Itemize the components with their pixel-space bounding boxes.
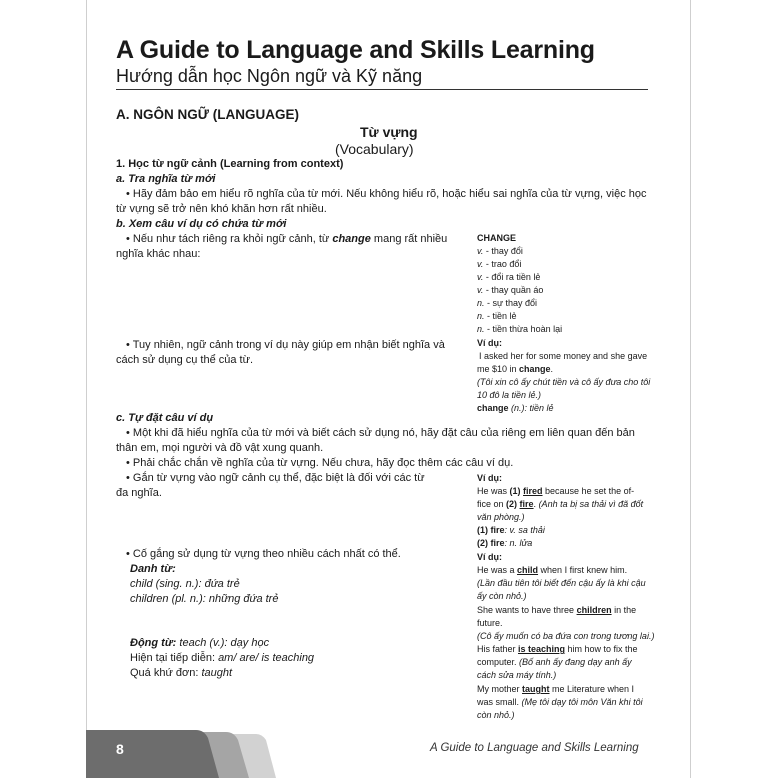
verb-past: Quá khứ đơn: taught bbox=[130, 667, 233, 679]
change-meaning: v. - trao đổi bbox=[477, 259, 522, 269]
vocab-title: Từ vựng bbox=[360, 124, 418, 140]
page-number: 8 bbox=[116, 741, 124, 757]
vocab-subtitle: (Vocabulary) bbox=[335, 141, 414, 157]
child-translation-1b: ấy còn nhỏ.) bbox=[477, 591, 527, 601]
child-example-line2: She wants to have three children in the bbox=[477, 605, 637, 615]
paragraph-c-line4: • Gắn từ vựng vào ngữ cảnh cụ thể, đặc biệt là đối với các từ bbox=[126, 472, 425, 484]
noun-example-1: child (sing. n.): đứa trẻ bbox=[130, 578, 240, 590]
child-example-line2-cont: future. bbox=[477, 618, 503, 628]
paragraph-c-line3: • Phải chắc chắn về nghĩa của từ vựng. Nếu chưa, hãy đọc thêm các câu ví dụ. bbox=[126, 457, 514, 469]
fire-definition-1: (1) fire: v. sa thải bbox=[477, 525, 545, 535]
part1-heading: 1. Học từ ngữ cảnh (Learning from context) bbox=[116, 158, 344, 170]
change-meaning: n. - tiền thừa hoàn lại bbox=[477, 324, 563, 334]
teach-example-line2-cont: was small. (Mẹ tôi dạy tôi môn Văn khi tôi bbox=[477, 697, 643, 707]
verb-present: Hiện tại tiếp diễn: am/ are/ is teaching bbox=[130, 652, 315, 664]
noun-example-2: children (pl. n.): những đứa trẻ bbox=[130, 593, 279, 605]
running-title: A Guide to Language and Skills Learning bbox=[430, 742, 639, 754]
paragraph-c-line6: • Cố gắng sử dụng từ vựng theo nhiều cách nhất có thể. bbox=[126, 548, 401, 560]
noun-heading: Danh từ: bbox=[130, 563, 176, 575]
fire-example-line1: He was (1) fired because he set the of- bbox=[477, 486, 635, 496]
change-example-label: Ví dụ: bbox=[477, 338, 502, 348]
title-rule bbox=[116, 89, 648, 90]
teach-translation-1: cách sửa máy tính.) bbox=[477, 670, 557, 680]
paragraph-b-line2: nghĩa khác nhau: bbox=[116, 248, 201, 260]
change-meaning: v. - đổi ra tiền lẻ bbox=[477, 272, 541, 282]
paragraph-c-line1: • Một khi đã hiểu nghĩa của từ mới và biết cách sử dụng nó, hãy đặt câu của riêng em liên quan đến bản bbox=[126, 427, 635, 439]
paragraph-b-line4: cách sử dụng cụ thể của từ. bbox=[116, 354, 254, 366]
change-note: change (n.): tiền lẻ bbox=[477, 403, 554, 413]
section-heading: A. NGÔN NGỮ (LANGUAGE) bbox=[116, 107, 299, 122]
page-subtitle: Hướng dẫn học Ngôn ngữ và Kỹ năng bbox=[116, 66, 423, 86]
footer-dark-shape bbox=[86, 730, 219, 778]
subheading-b: b. Xem câu ví dụ có chứa từ mới bbox=[116, 218, 287, 230]
verb-definition: Động từ: teach (v.): dạy học bbox=[130, 637, 270, 649]
footer-graphic bbox=[86, 730, 691, 778]
change-translation-line1: (Tôi xin cô ấy chút tiền và cô ấy đưa cho tôi bbox=[477, 377, 651, 387]
teach-example-line2: My mother taught me Literature when I bbox=[477, 684, 635, 694]
paragraph-b-line1: • Nếu như tách riêng ra khỏi ngữ cảnh, từ change mang rất nhiều bbox=[126, 233, 448, 245]
change-meaning: v. - thay quần áo bbox=[477, 285, 544, 295]
fire-definition-2: (2) fire: n. lửa bbox=[477, 538, 533, 548]
fire-translation: văn phòng.) bbox=[477, 512, 525, 522]
child-example-line1: He was a child when I first knew him. bbox=[477, 565, 628, 575]
paragraph-b-line3: • Tuy nhiên, ngữ cảnh trong ví dụ này giúp em nhận biết nghĩa và bbox=[126, 339, 445, 351]
change-example-line1: I asked her for some money and she gave bbox=[479, 351, 648, 361]
teach-example-line1-cont: computer. (Bố anh ấy đang dạy anh ấy bbox=[477, 657, 632, 667]
fire-example-label: Ví dụ: bbox=[477, 473, 502, 483]
page-title: A Guide to Language and Skills Learning bbox=[116, 36, 595, 64]
change-example-line2: me $10 in change. bbox=[477, 364, 554, 374]
teach-example-line1: His father is teaching him how to fix the bbox=[477, 644, 638, 654]
child-translation-1a: (Lần đầu tiên tôi biết đến cậu ấy là khi cậu bbox=[477, 578, 646, 588]
paragraph-a-line2: từ vựng sẽ trở nên khó khăn hơn rất nhiều. bbox=[116, 203, 327, 215]
subheading-a: a. Tra nghĩa từ mới bbox=[116, 173, 216, 185]
change-meaning: n. - sự thay đổi bbox=[477, 298, 538, 308]
paragraph-c-line2: thân em, mọi người và đồ vật xung quanh. bbox=[116, 442, 324, 454]
change-word: CHANGE bbox=[477, 233, 517, 243]
footer-band bbox=[86, 730, 691, 778]
change-meaning: n. - tiền lẻ bbox=[477, 311, 517, 321]
change-meaning: v. - thay đổi bbox=[477, 246, 523, 256]
paragraph-a-line1: • Hãy đảm bảo em hiểu rõ nghĩa của từ mới. Nếu không hiểu rõ, hoặc hiểu sai nghĩa của từ vựng, việc học bbox=[126, 188, 647, 200]
child-example-label: Ví dụ: bbox=[477, 552, 502, 562]
fire-example-line2: fice on (2) fire. (Anh ta bị sa thải vì đã đốt bbox=[477, 499, 644, 509]
change-translation-line2: 10 đô la tiền lẻ.) bbox=[477, 390, 542, 400]
child-translation-2: (Cô ấy muốn có ba đứa con trong tương lai.) bbox=[477, 631, 655, 641]
subheading-c: c. Tự đặt câu ví dụ bbox=[116, 412, 214, 424]
teach-translation-2: còn nhỏ.) bbox=[477, 710, 515, 720]
paragraph-c-line5: đa nghĩa. bbox=[116, 487, 162, 499]
